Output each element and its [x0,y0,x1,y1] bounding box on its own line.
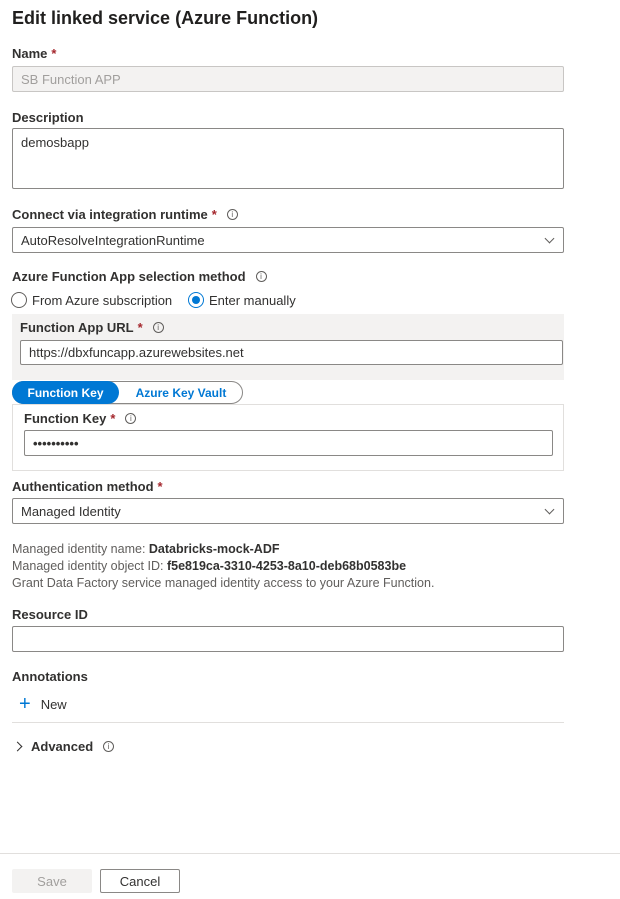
resource-id-label: Resource ID [12,607,88,622]
label-text: Connect via integration runtime [12,207,208,222]
radio-icon [11,292,27,308]
dropdown-value: AutoResolveIntegrationRuntime [21,232,205,248]
advanced-expander[interactable] [14,739,114,754]
footer-divider [0,853,620,854]
url-input[interactable]: https://dbxfuncapp.azurewebsites.net [20,340,563,365]
label-text: Authentication method [12,479,154,494]
chevron-down-icon [545,234,555,244]
function-key-label [24,411,136,426]
managed-identity-info [12,541,434,592]
identity-name: Databricks-mock-ADF [148,542,280,556]
label-text: Function App URL [20,320,134,335]
label-text: Name [12,46,48,61]
identity-name-label: Managed identity name: [12,542,146,556]
save-button[interactable]: Save [12,869,92,893]
radio-icon [188,292,204,308]
chevron-down-icon [545,505,555,515]
runtime-label [12,207,238,222]
info-icon[interactable]: i [227,209,238,220]
radio-enter-manually[interactable] [188,292,296,308]
dropdown-value: Managed Identity [21,503,121,519]
tab-function-key[interactable]: Function Key [12,381,119,404]
required-mark: * [51,46,57,61]
chevron-right-icon [13,742,23,752]
resource-id-input[interactable] [12,626,564,652]
required-mark: * [137,320,143,335]
page-title: Edit linked service (Azure Function) [12,8,319,28]
function-key-input[interactable]: •••••••••• [24,430,553,456]
info-icon[interactable]: i [153,322,164,333]
selection-method-label [12,269,267,284]
tab-azure-key-vault[interactable]: Azure Key Vault [135,385,227,400]
button-label: New [40,696,67,712]
description-textarea[interactable]: demosbapp [12,128,564,189]
label-text: Function Key [24,411,107,426]
required-mark: * [110,411,116,426]
name-input[interactable]: SB Function APP [12,66,564,92]
url-label [20,320,164,335]
annotations-label: Annotations [12,669,88,684]
name-label [12,46,56,61]
radio-label: Enter manually [209,292,296,308]
radio-label: From Azure subscription [32,292,173,308]
description-label: Description [12,110,84,125]
cancel-button[interactable]: Cancel [100,869,180,893]
identity-id: f5e819ca-3310-4253-8a10-deb68b0583be [166,559,407,573]
grant-text: Grant Data Factory service managed identity access to your Azure Function. [12,576,435,590]
auth-dropdown[interactable] [12,498,564,524]
identity-id-label: Managed identity object ID: [12,559,164,573]
auth-label [12,479,163,494]
plus-icon: + [19,693,31,715]
advanced-label: Advanced [31,739,94,754]
radio-from-subscription[interactable] [11,292,172,308]
runtime-dropdown[interactable] [12,227,564,253]
info-icon[interactable]: i [256,271,267,282]
required-mark: * [211,207,217,222]
info-icon[interactable]: i [103,741,114,752]
required-mark: * [157,479,163,494]
new-annotation-button[interactable] [19,693,67,715]
info-icon[interactable]: i [125,413,136,424]
label-text: Azure Function App selection method [12,269,246,284]
divider [12,722,564,723]
